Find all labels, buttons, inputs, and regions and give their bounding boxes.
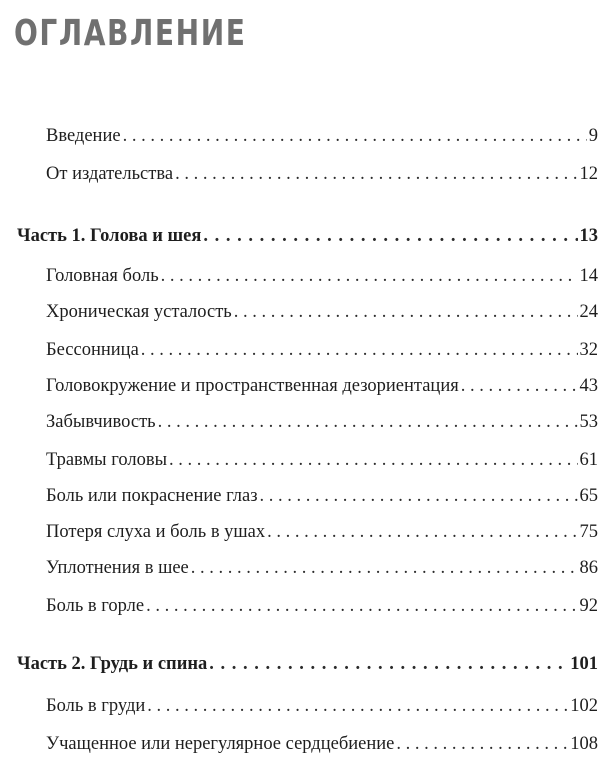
dot-leader xyxy=(123,124,587,148)
toc-page-number: 65 xyxy=(579,486,598,506)
toc-entry-label: Уплотнения в шее xyxy=(46,558,189,578)
toc-entry-introduction[interactable] xyxy=(46,124,598,148)
toc-entry-headache[interactable] xyxy=(46,264,598,288)
dot-leader xyxy=(158,410,578,434)
toc-part-1[interactable] xyxy=(17,224,598,248)
toc-page-number: 75 xyxy=(579,522,598,542)
toc-page-number: 13 xyxy=(579,226,598,246)
toc-page-number: 108 xyxy=(570,734,598,754)
toc-page-number: 12 xyxy=(579,164,598,184)
toc-entry-label: От издательства xyxy=(46,164,174,184)
dot-leader xyxy=(169,448,577,472)
toc-page-number: 24 xyxy=(579,302,598,322)
dot-leader xyxy=(141,338,578,362)
toc-page-number: 92 xyxy=(579,596,598,616)
toc-page-number: 86 xyxy=(579,558,598,578)
toc-page-number: 32 xyxy=(579,340,598,360)
dot-leader xyxy=(396,732,568,756)
dot-leader xyxy=(267,520,577,544)
dot-leader xyxy=(461,374,578,398)
toc-entry-label: Боль в горле xyxy=(46,596,145,616)
dot-leader xyxy=(209,652,568,676)
toc-page-number: 9 xyxy=(588,126,598,146)
toc-entry-label: Учащенное или нерегулярное сердцебиение xyxy=(46,734,395,754)
toc-entry-label: Головная боль xyxy=(46,266,159,286)
toc-part-label: Часть 2. Грудь и спина xyxy=(17,654,208,674)
toc-entry-label: Забывчивость xyxy=(46,412,156,432)
toc-entry-heartbeat[interactable] xyxy=(46,732,598,756)
toc-entry-dizziness[interactable] xyxy=(46,374,598,398)
toc-entry-insomnia[interactable] xyxy=(46,338,598,362)
toc-entry-chronic-fatigue[interactable] xyxy=(46,300,598,324)
dot-leader xyxy=(147,694,568,718)
toc-entry-hearing-loss[interactable] xyxy=(46,520,598,544)
toc-entry-chest-pain[interactable] xyxy=(46,694,598,718)
toc-page-number: 53 xyxy=(579,412,598,432)
toc-entry-label: Головокружение и пространственная дезориентация xyxy=(46,376,459,396)
toc-page-number: 102 xyxy=(570,696,598,716)
toc-part-label: Часть 1. Голова и шея xyxy=(17,226,202,246)
page-title: ОГЛАВЛЕНИЕ xyxy=(14,13,247,54)
dot-leader xyxy=(203,224,577,248)
toc-entry-eye-pain[interactable] xyxy=(46,484,598,508)
toc-entry-label: Хроническая усталость xyxy=(46,302,232,322)
dot-leader xyxy=(234,300,578,324)
toc-entry-label: Боль в груди xyxy=(46,696,146,716)
toc-page-number: 14 xyxy=(579,266,598,286)
dot-leader xyxy=(175,162,577,186)
toc-entry-from-publisher[interactable] xyxy=(46,162,598,186)
toc-entry-label: Потеря слуха и боль в ушах xyxy=(46,522,266,542)
toc-part-2[interactable] xyxy=(17,652,598,676)
toc-entry-label: Боль или покраснение глаз xyxy=(46,486,258,506)
toc-entry-forgetfulness[interactable] xyxy=(46,410,598,434)
dot-leader xyxy=(161,264,578,288)
toc-page-number: 43 xyxy=(579,376,598,396)
dot-leader xyxy=(191,556,578,580)
toc-page-number: 61 xyxy=(579,450,598,470)
toc-entry-sore-throat[interactable] xyxy=(46,594,598,618)
toc-entry-neck-lumps[interactable] xyxy=(46,556,598,580)
toc-entry-label: Бессонница xyxy=(46,340,139,360)
dot-leader xyxy=(146,594,577,618)
toc-page-number: 101 xyxy=(570,654,598,674)
dot-leader xyxy=(260,484,578,508)
toc-entry-label: Травмы головы xyxy=(46,450,168,470)
toc-entry-head-injuries[interactable] xyxy=(46,448,598,472)
toc-entry-label: Введение xyxy=(46,126,121,146)
